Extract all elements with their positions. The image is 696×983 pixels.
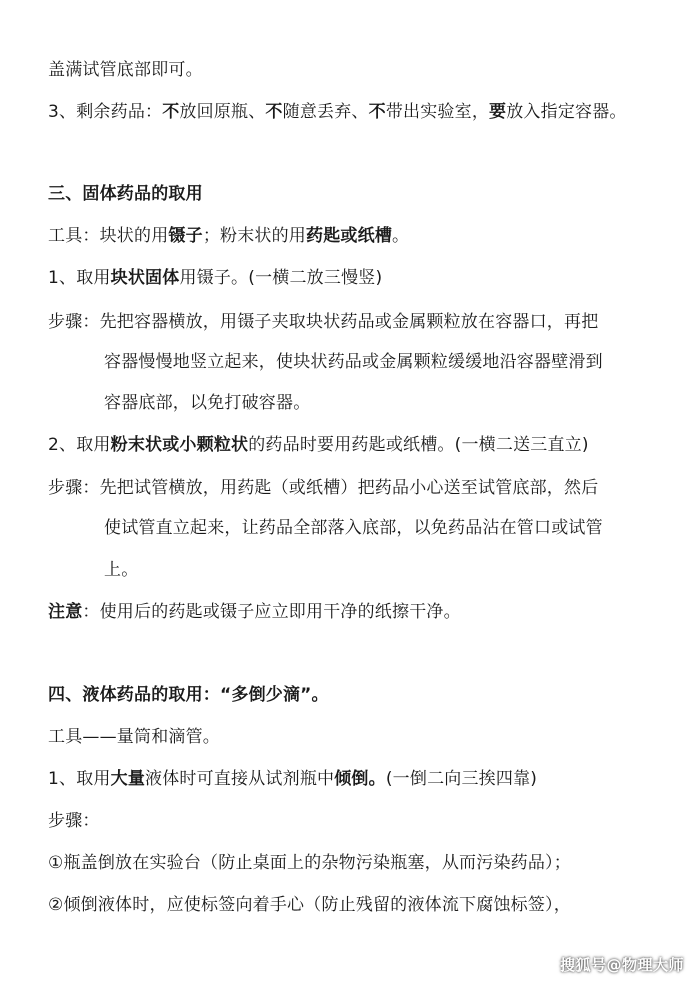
step-line: 步骤：先把试管横放，用药匙（或纸槽）把药品小心送至试管底部，然后 [48,478,599,498]
solid-item-2 [48,433,589,457]
line-text: 盖满试管底部即可。 [48,60,203,80]
rule-bold: 不 [265,102,283,122]
step-line: 使试管直立起来，让药品全部落入底部，以免药品沾在管口或试管 [104,518,603,538]
steps-label: 步骤： [48,811,100,831]
rule-bold: 不 [162,102,180,122]
leftover-rule [48,100,627,124]
section-heading-liquid: 四、液体药品的取用：“多倒少滴”。 [48,685,329,705]
step-line: 容器底部，以免打破容器。 [104,393,311,413]
solid-tools [48,224,409,248]
item-bold: 倾倒。 [334,769,386,789]
tools-bold: 镊子 [168,226,203,246]
note-text: ：使用后的药匙或镊子应立即用干净的纸擦干净。 [82,602,461,622]
item-text: (一倒二向三挨四靠) [385,769,538,789]
watermark: 搜狐号@物理大师 [559,956,684,974]
tools-text: 。 [392,226,410,246]
liquid-tools: 工具——量筒和滴管。 [48,727,220,747]
item-bold: 大量 [110,769,146,789]
item-text: 用镊子。(一横二放三慢竖) [179,268,383,288]
note-label: 注意 [48,602,83,622]
item-bold: 块状固体 [110,268,180,288]
step-line: 步骤：先把容器横放，用镊子夹取块状药品或金属颗粒放在容器口，再把 [48,312,599,332]
rule-text: 放入指定容器。 [506,102,627,122]
tools-text: ；粉末状的用 [202,226,307,246]
item-text: 2、取用 [48,435,111,455]
rule-text: 随意丢弃、 [282,102,369,122]
tools-bold: 药匙或纸槽 [306,226,393,246]
rule-bold: 不 [368,102,386,122]
step-line: 上。 [104,560,139,580]
item-text: 的药品时要用药匙或纸槽。(一横二送三直立) [248,435,589,455]
rule-bold: 要 [489,102,507,122]
list-item: ①瓶盖倒放在实验台（防止桌面上的杂物污染瓶塞，从而污染药品）； [48,853,571,873]
rule-text: 3、剩余药品： [48,102,163,122]
solid-item-1 [48,266,382,290]
text-line [48,58,203,82]
note-line [48,600,461,624]
section-heading-solid: 三、固体药品的取用 [48,184,203,204]
item-text: 1、取用 [48,769,111,789]
item-text: 液体时可直接从试剂瓶中 [145,769,335,789]
step-line: 容器慢慢地竖立起来，使块状药品或金属颗粒缓缓地沿容器壁滑到 [104,352,603,372]
rule-text: 带出实验室， [385,102,490,122]
rule-text: 放回原瓶、 [179,102,266,122]
list-item: ②倾倒液体时，应使标签向着手心（防止残留的液体流下腐蚀标签）， [48,895,571,915]
item-text: 1、取用 [48,268,111,288]
liquid-item-1 [48,767,537,791]
tools-text: 工具：块状的用 [48,226,169,246]
item-bold: 粉末状或小颗粒状 [110,435,249,455]
